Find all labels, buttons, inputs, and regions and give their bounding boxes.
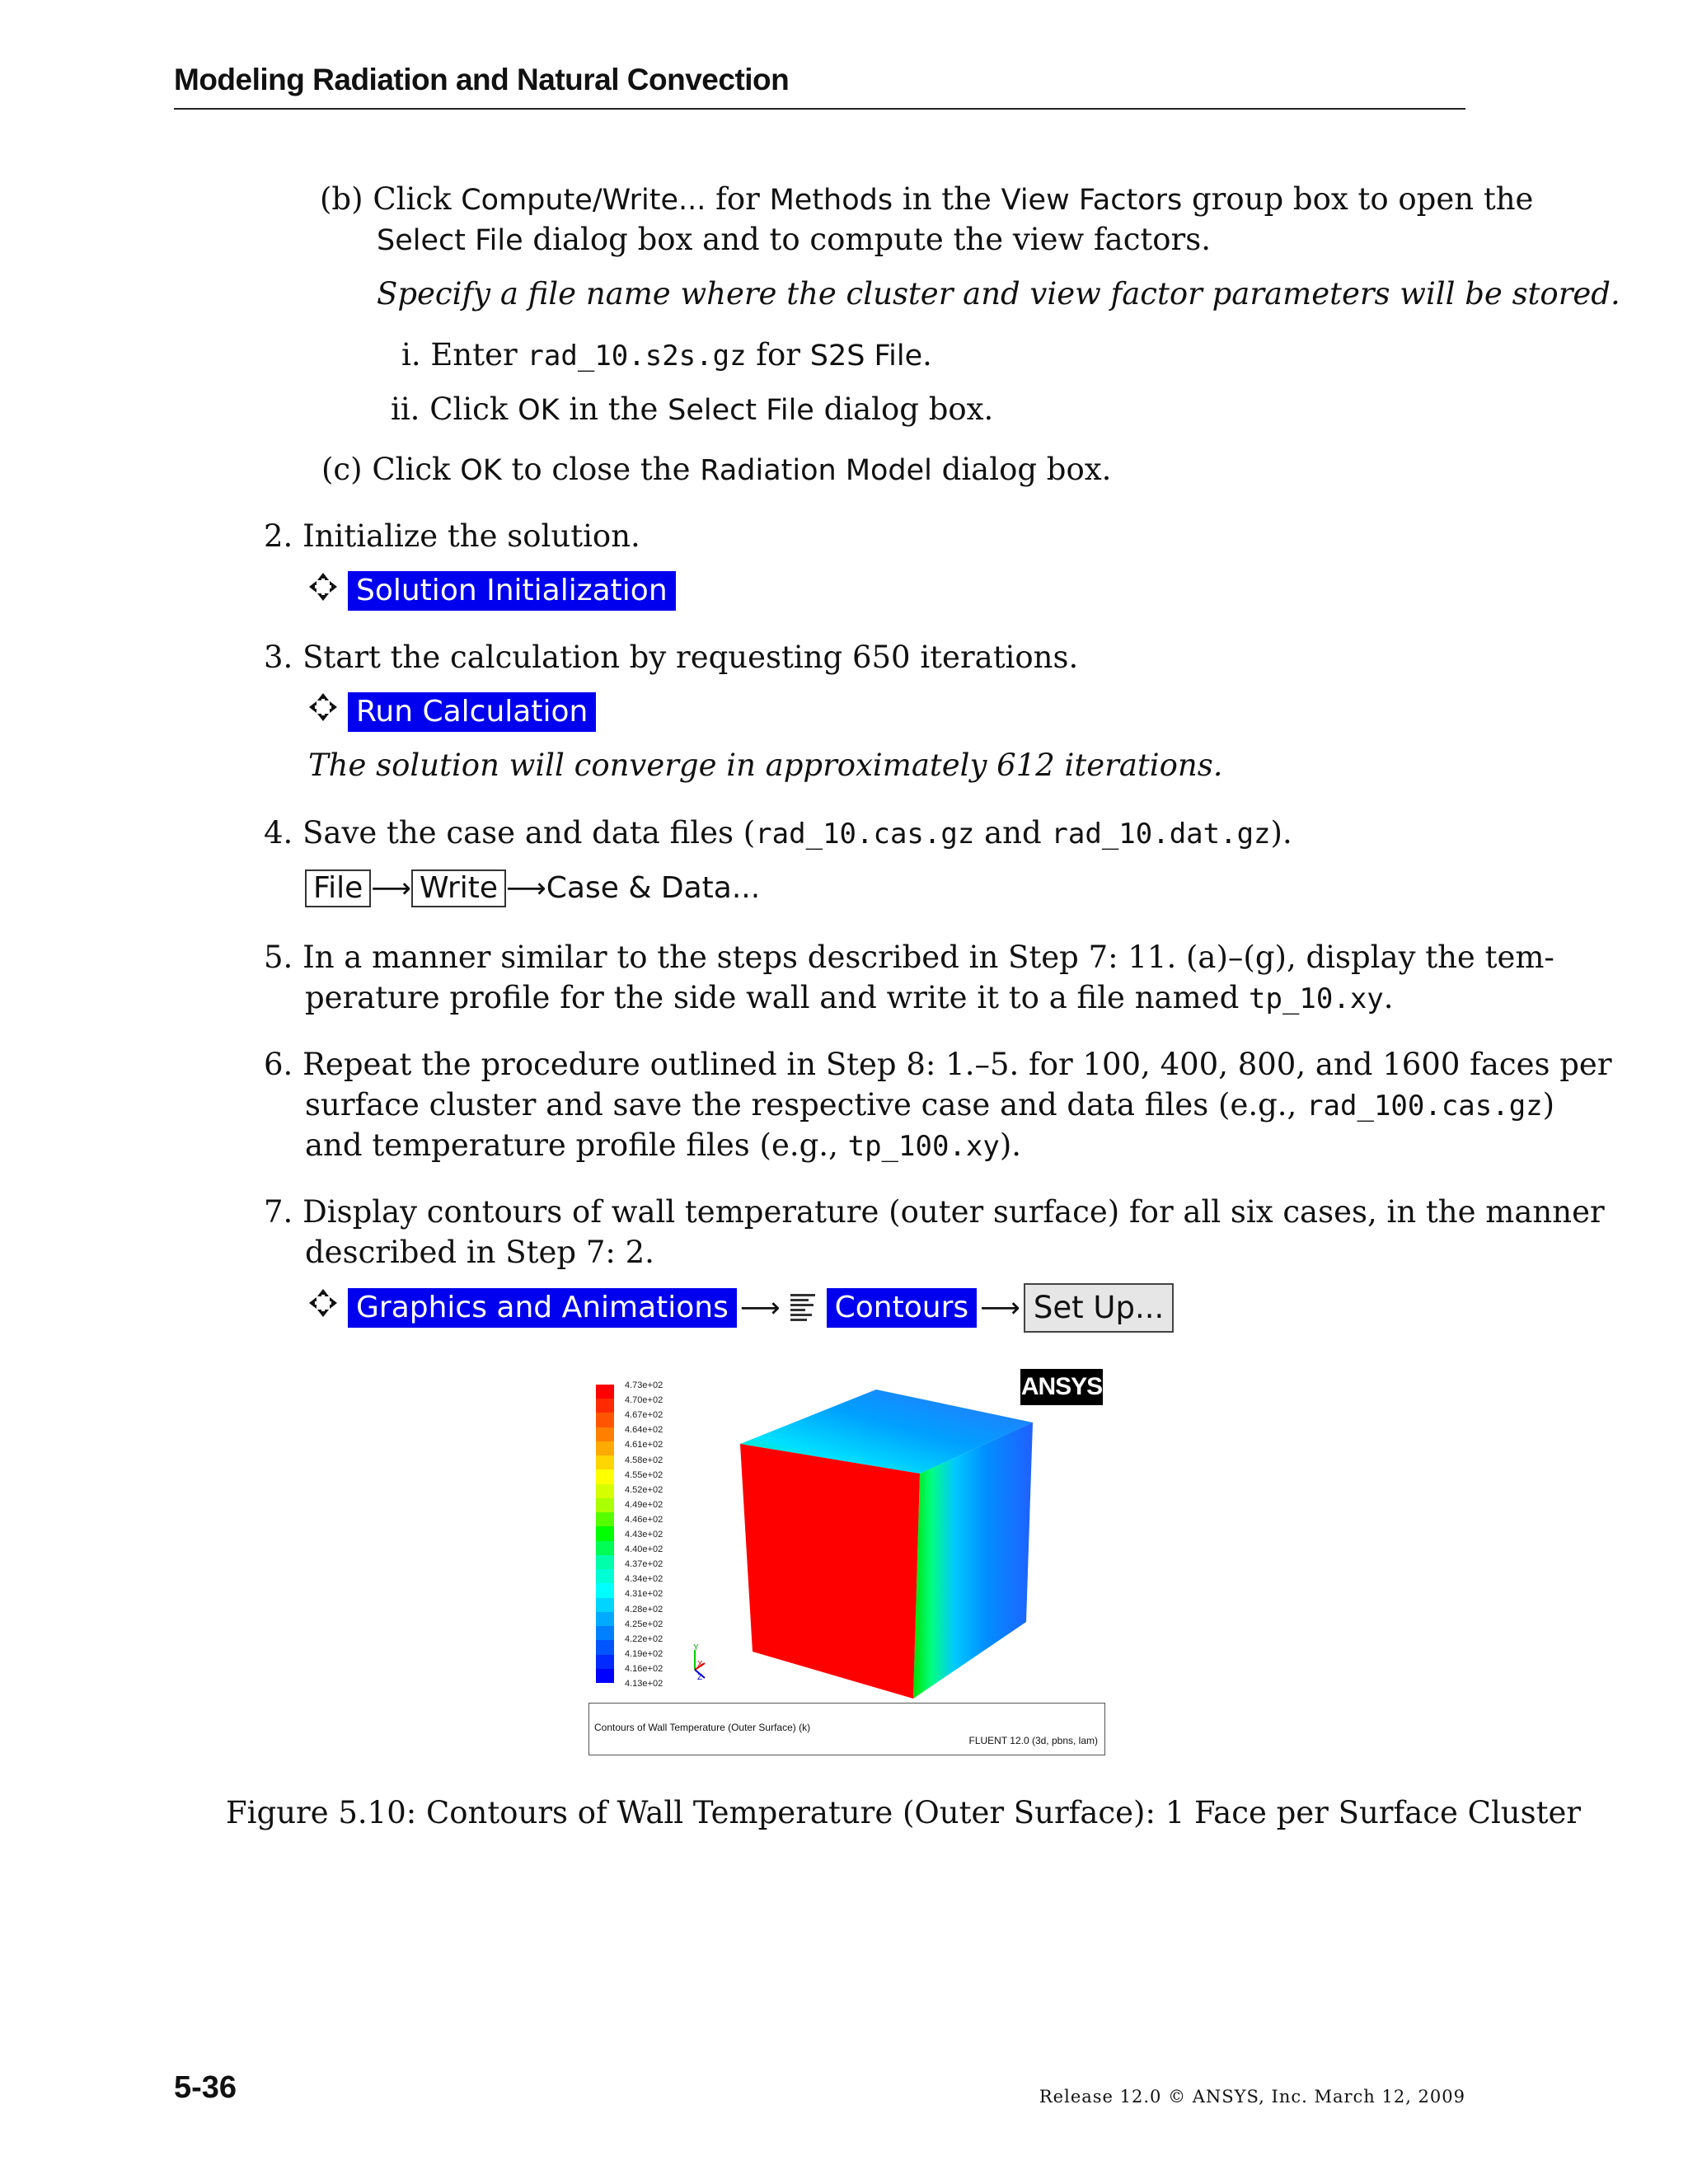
substep-ii-label: ii.	[391, 391, 420, 427]
ok-ref-2: OK	[460, 454, 502, 487]
axis-z-label: Z	[697, 1673, 703, 1682]
colorbar-tick-label: 4.73e+02	[625, 1380, 663, 1390]
colorbar-tick-label: 4.37e+02	[625, 1559, 663, 1570]
colorbar-segment	[596, 1612, 614, 1627]
graphics-and-animations-button[interactable]: Graphics and Animations	[348, 1288, 737, 1328]
colorbar-segment	[596, 1399, 614, 1413]
figure-legend-box	[588, 1703, 1105, 1755]
colorbar-tick-label: 4.31e+02	[625, 1589, 663, 1600]
step-3-note: The solution will converge in approximately 612 iterations.	[308, 748, 1223, 783]
step-3	[264, 638, 1078, 677]
colorbar-segment	[596, 1498, 614, 1513]
plot-title: Contours of Wall Temperature (Outer Surface) (k)	[594, 1722, 811, 1733]
colorbar-segment	[596, 1385, 614, 1399]
s2s-filename: rad_10.s2s.gz	[527, 340, 747, 373]
colorbar-segment	[596, 1455, 614, 1470]
step-5-num: 5.	[264, 940, 293, 975]
colorbar-tick-label: 4.70e+02	[625, 1395, 663, 1406]
colorbar-segment	[596, 1469, 614, 1484]
compute-write-ref: Compute/Write...	[461, 184, 706, 217]
colorbar-segment	[596, 1669, 614, 1684]
axis-x-label: X	[697, 1660, 703, 1669]
contour-figure	[588, 1365, 1104, 1707]
arrow-icon: ⟶	[371, 872, 411, 905]
step-5-line1: 5. In a manner similar to the steps described in Step 7: 11. (a)–(g), display the tem-	[264, 940, 1554, 975]
colorbar-segment	[596, 1512, 614, 1527]
example-tp-filename: tp_100.xy	[847, 1130, 1000, 1163]
file-menu-path	[305, 869, 760, 907]
step-4-num: 4.	[264, 815, 293, 851]
step-c: (c) Click OK to close the Radiation Model dialog box.	[321, 452, 1112, 487]
axes-triad-icon	[687, 1645, 720, 1686]
step-7-line1: 7. Display contours of wall temperature (outer surface) for all six cases, in the manner	[264, 1194, 1605, 1230]
step-7-num: 7.	[264, 1194, 293, 1230]
figure-caption: Figure 5.10: Contours of Wall Temperature (Outer Surface): 1 Face per Surface Cluster	[226, 1795, 1582, 1830]
cube-contour-plot	[736, 1390, 1033, 1707]
step-b-ii: ii. Click OK in the Select File dialog box.	[391, 391, 994, 427]
menu-write[interactable]: Write	[411, 869, 506, 907]
step-c-label: (c)	[321, 452, 363, 487]
colorbar-segment	[596, 1555, 614, 1570]
step-4: 4. Save the case and data files (rad_10.cas.gz and rad_10.dat.gz).	[264, 815, 1292, 851]
step-6-line1: 6. Repeat the procedure outlined in Step 8: 1.–5. for 100, 400, 800, and 1600 faces per	[264, 1047, 1612, 1082]
arrow-icon: ⟶	[980, 1291, 1020, 1324]
methods-ref: Methods	[769, 184, 893, 217]
step-b-label: (b)	[320, 181, 363, 217]
colorbar	[596, 1385, 614, 1683]
colorbar-segment	[596, 1569, 614, 1584]
select-file-ref-2: Select File	[668, 394, 814, 427]
colorbar-tick-label: 4.28e+02	[625, 1604, 663, 1615]
colorbar-tick-label: 4.22e+02	[625, 1633, 663, 1644]
header-rule	[174, 108, 1465, 110]
task-page-icon	[307, 570, 340, 607]
select-file-ref: Select File	[377, 224, 523, 257]
step-b-note: Specify a file name where the cluster and view factor parameters will be stored.	[377, 276, 1620, 312]
colorbar-tick-label: 4.43e+02	[625, 1530, 663, 1540]
running-header: Modeling Radiation and Natural Convection	[174, 63, 790, 96]
menu-file[interactable]: File	[305, 869, 371, 907]
colorbar-tick-label: 4.13e+02	[625, 1679, 663, 1689]
colorbar-tick-label: 4.61e+02	[625, 1440, 663, 1451]
s2s-file-ref: S2S File	[809, 340, 923, 373]
graphics-path	[348, 1285, 1174, 1331]
colorbar-segment	[596, 1598, 614, 1613]
step-6-num: 6.	[264, 1047, 293, 1082]
colorbar-tick-label: 4.55e+02	[625, 1469, 663, 1480]
ok-ref: OK	[518, 394, 560, 427]
set-up-button[interactable]: Set Up...	[1024, 1283, 1174, 1333]
colorbar-segment	[596, 1441, 614, 1456]
data-filename: rad_10.dat.gz	[1051, 818, 1271, 851]
run-calculation-button[interactable]: Run Calculation	[348, 692, 596, 732]
solver-info: FLUENT 12.0 (3d, pbns, lam)	[968, 1735, 1098, 1746]
contours-list-icon	[789, 1292, 817, 1324]
example-case-filename: rad_100.cas.gz	[1306, 1090, 1543, 1122]
tp-filename: tp_10.xy	[1249, 982, 1384, 1015]
step-6-line2: surface cluster and save the respective case and data files (e.g., rad_100.cas.gz)	[305, 1087, 1555, 1122]
task-page-icon	[307, 1286, 340, 1323]
colorbar-segment	[596, 1655, 614, 1670]
axis-y-label: Y	[693, 1643, 699, 1652]
colorbar-tick-label: 4.46e+02	[625, 1514, 663, 1525]
colorbar-tick-label: 4.49e+02	[625, 1499, 663, 1510]
colorbar-tick-label: 4.40e+02	[625, 1544, 663, 1555]
colorbar-segment	[596, 1640, 614, 1655]
colorbar-tick-label: 4.52e+02	[625, 1484, 663, 1495]
colorbar-tick-label: 4.58e+02	[625, 1455, 663, 1465]
page-number: 5-36	[174, 2070, 237, 2105]
task-page-icon	[307, 691, 340, 727]
step-5-line2: perature profile for the side wall and write it to a file named tp_10.xy.	[305, 980, 1394, 1015]
colorbar-segment	[596, 1541, 614, 1556]
view-factors-ref: View Factors	[1001, 184, 1183, 217]
step-b-line1: (b) Click Compute/Write... for Methods in the View Factors group box to open the	[320, 181, 1534, 217]
substep-i-label: i.	[401, 337, 421, 373]
step-6-line3: and temperature profile files (e.g., tp_100.xy).	[305, 1127, 1022, 1163]
step-2	[264, 517, 640, 556]
colorbar-tick-label: 4.19e+02	[625, 1648, 663, 1659]
ansys-logo: ANSYS	[1020, 1369, 1103, 1405]
colorbar-tick-label: 4.34e+02	[625, 1574, 663, 1585]
step-3-text: Start the calculation by requesting 650 iterations.	[302, 640, 1079, 675]
step-2-text: Initialize the solution.	[302, 518, 640, 554]
step-2-num: 2.	[264, 518, 293, 554]
step-b-click: Click	[373, 181, 452, 217]
colorbar-segment	[596, 1484, 614, 1499]
cube-front-face	[740, 1444, 920, 1699]
arrow-icon: ⟶	[739, 1291, 781, 1324]
radiation-model-ref: Radiation Model	[700, 454, 932, 487]
colorbar-segment	[596, 1413, 614, 1427]
colorbar-segment	[596, 1583, 614, 1598]
step-7-line2: described in Step 7: 2.	[305, 1235, 654, 1270]
arrow-icon: ⟶	[506, 872, 546, 905]
case-filename: rad_10.cas.gz	[755, 818, 975, 851]
solution-initialization-button[interactable]: Solution Initialization	[348, 571, 676, 611]
colorbar-tick-label: 4.64e+02	[625, 1425, 663, 1436]
step-3-num: 3.	[264, 640, 293, 675]
step-b-line2: Select File dialog box and to compute the view factors.	[377, 222, 1211, 257]
colorbar-tick-label: 4.16e+02	[625, 1663, 663, 1674]
colorbar-tick-label: 4.67e+02	[625, 1410, 663, 1421]
colorbar-segment	[596, 1626, 614, 1641]
contours-button[interactable]: Contours	[827, 1288, 978, 1328]
colorbar-segment	[596, 1526, 614, 1541]
menu-case-data[interactable]: Case & Data...	[546, 871, 761, 905]
colorbar-tick-label: 4.25e+02	[625, 1619, 663, 1629]
colorbar-segment	[596, 1427, 614, 1442]
step-b-i: i. Enter rad_10.s2s.gz for S2S File.	[401, 337, 932, 373]
release-info: Release 12.0 © ANSYS, Inc. March 12, 2009	[1039, 2087, 1465, 2107]
